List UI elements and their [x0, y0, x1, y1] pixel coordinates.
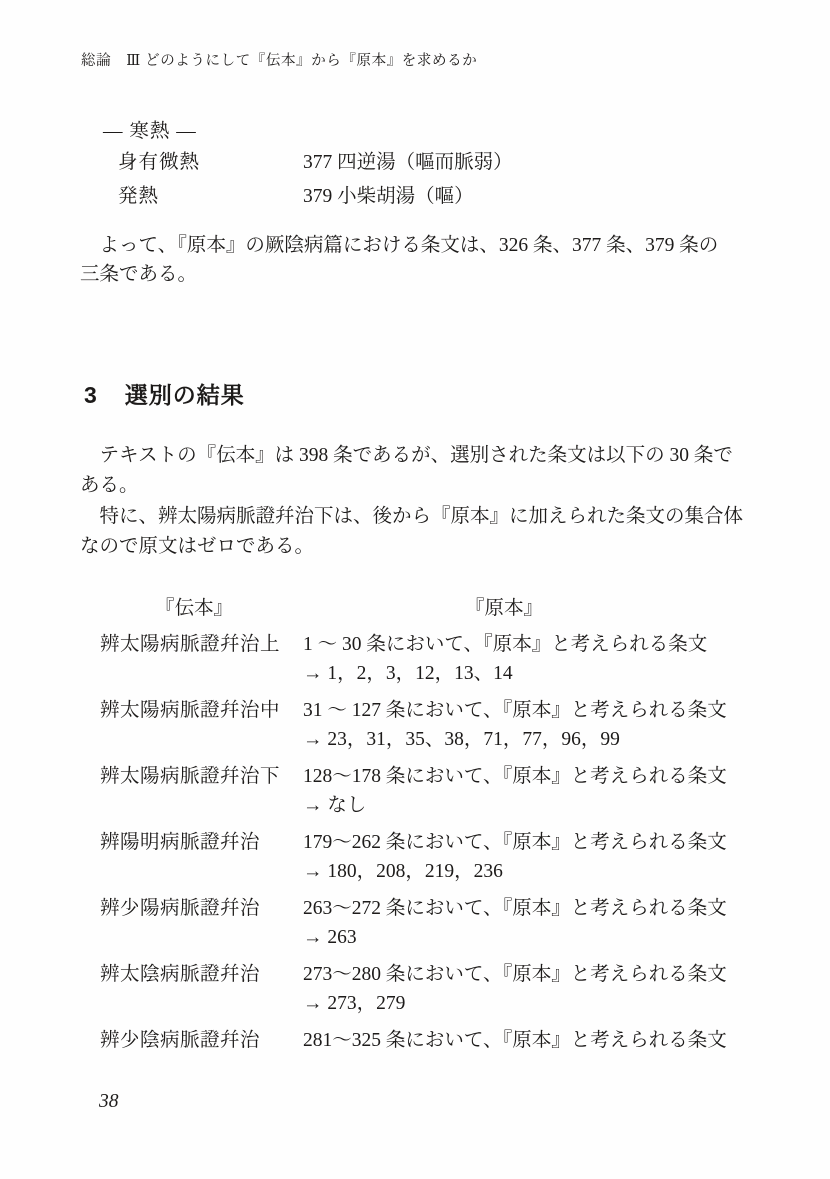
paragraph-line: なので原文はゼロである。: [80, 535, 315, 557]
chapter-detail: [303, 696, 727, 754]
chapter-label: 辨太陽病脈證幷治下: [100, 766, 281, 787]
table-header-genpon: 『原本』: [465, 598, 544, 619]
section-title: 選別の結果: [124, 382, 245, 408]
body-paragraphs: [80, 441, 760, 563]
table-row: [100, 630, 772, 688]
result-line: → 273，279: [303, 993, 406, 1014]
paragraph: [80, 502, 760, 561]
page-number: 38: [99, 1091, 119, 1112]
chapter-detail: [303, 960, 727, 1018]
range-line: 1 〜 30 条において、『原本』と考えられる条文: [303, 634, 708, 655]
table-row: [100, 960, 772, 1018]
table-header-denpon: 『伝本』: [155, 598, 234, 619]
chapter-label: 辨少陽病脈證幷治: [100, 898, 261, 919]
table-row: [100, 1026, 772, 1055]
table-header-row: [100, 592, 772, 621]
result-line: → 1，2，3，12，13、14: [303, 663, 513, 684]
chapter-detail: [303, 762, 727, 820]
paragraph: [80, 441, 760, 500]
fever-entry-label: 身有微熱: [118, 152, 201, 173]
chapter-label: 辨陽明病脈證幷治: [100, 832, 261, 853]
chapter-label: 辨少陰病脈證幷治: [100, 1030, 261, 1051]
table-row: [100, 894, 772, 952]
result-line: → 180，208，219，236: [303, 861, 503, 882]
paragraph-line: 特に、辨太陽病脈證幷治下は、後から『原本』に加えられた条文の集合体: [80, 506, 744, 527]
chapter-detail: [303, 630, 707, 688]
paragraph-line: テキストの『伝本』は 398 条であるが、選別された条文は以下の 30 条で: [80, 445, 733, 466]
range-line: 273〜280 条において、『原本』と考えられる条文: [303, 964, 727, 985]
fever-entry: [118, 146, 513, 174]
table-row: [100, 828, 772, 886]
range-line: 263〜272 条において、『原本』と考えられる条文: [303, 898, 727, 919]
chapter-detail: [303, 828, 727, 886]
chapter-detail: [303, 1026, 727, 1055]
paragraph-line: よって、『原本』の厥陰病篇における条文は、326 条、377 条、379 条の: [80, 235, 719, 256]
fever-entry: [118, 180, 474, 208]
fever-entry-value: 379 小柴胡湯（嘔）: [303, 186, 474, 207]
chapter-label: 辨太陽病脈證幷治上: [100, 634, 281, 655]
range-line: 179〜262 条において、『原本』と考えられる条文: [303, 832, 727, 853]
table-row: [100, 696, 772, 754]
chapter-label: 辨太陽病脈證幷治中: [100, 700, 281, 721]
range-line: 281〜325 条において、『原本』と考えられる条文: [303, 1030, 727, 1051]
fever-entry-value: 377 四逆湯（嘔而脈弱）: [303, 152, 513, 173]
fever-section-title: ― 寒熱 ―: [103, 121, 197, 142]
chapter-detail: [303, 894, 727, 952]
paragraph-line: 三条である。: [80, 264, 198, 285]
range-line: 31 〜 127 条において、『原本』と考えられる条文: [303, 700, 727, 721]
paragraph-line: ある。: [80, 474, 139, 496]
chapter-label: 辨太陰病脈證幷治: [100, 964, 261, 985]
conclusion-paragraph: [80, 231, 760, 289]
range-line: 128〜178 条において、『原本』と考えられる条文: [303, 766, 727, 787]
table-row: [100, 762, 772, 820]
result-line: → 263: [303, 927, 357, 948]
section-heading: [84, 377, 245, 410]
section-number: 3: [84, 382, 98, 408]
result-line: → 23，31，35、38，71，77，96，99: [303, 729, 620, 750]
fever-entry-label: 発熱: [118, 186, 160, 207]
result-line: → なし: [303, 795, 367, 816]
running-head: 総論 Ⅲ どのようにして『伝本』から『原本』を求めるか: [81, 53, 478, 69]
selection-result-table: [100, 592, 772, 1063]
